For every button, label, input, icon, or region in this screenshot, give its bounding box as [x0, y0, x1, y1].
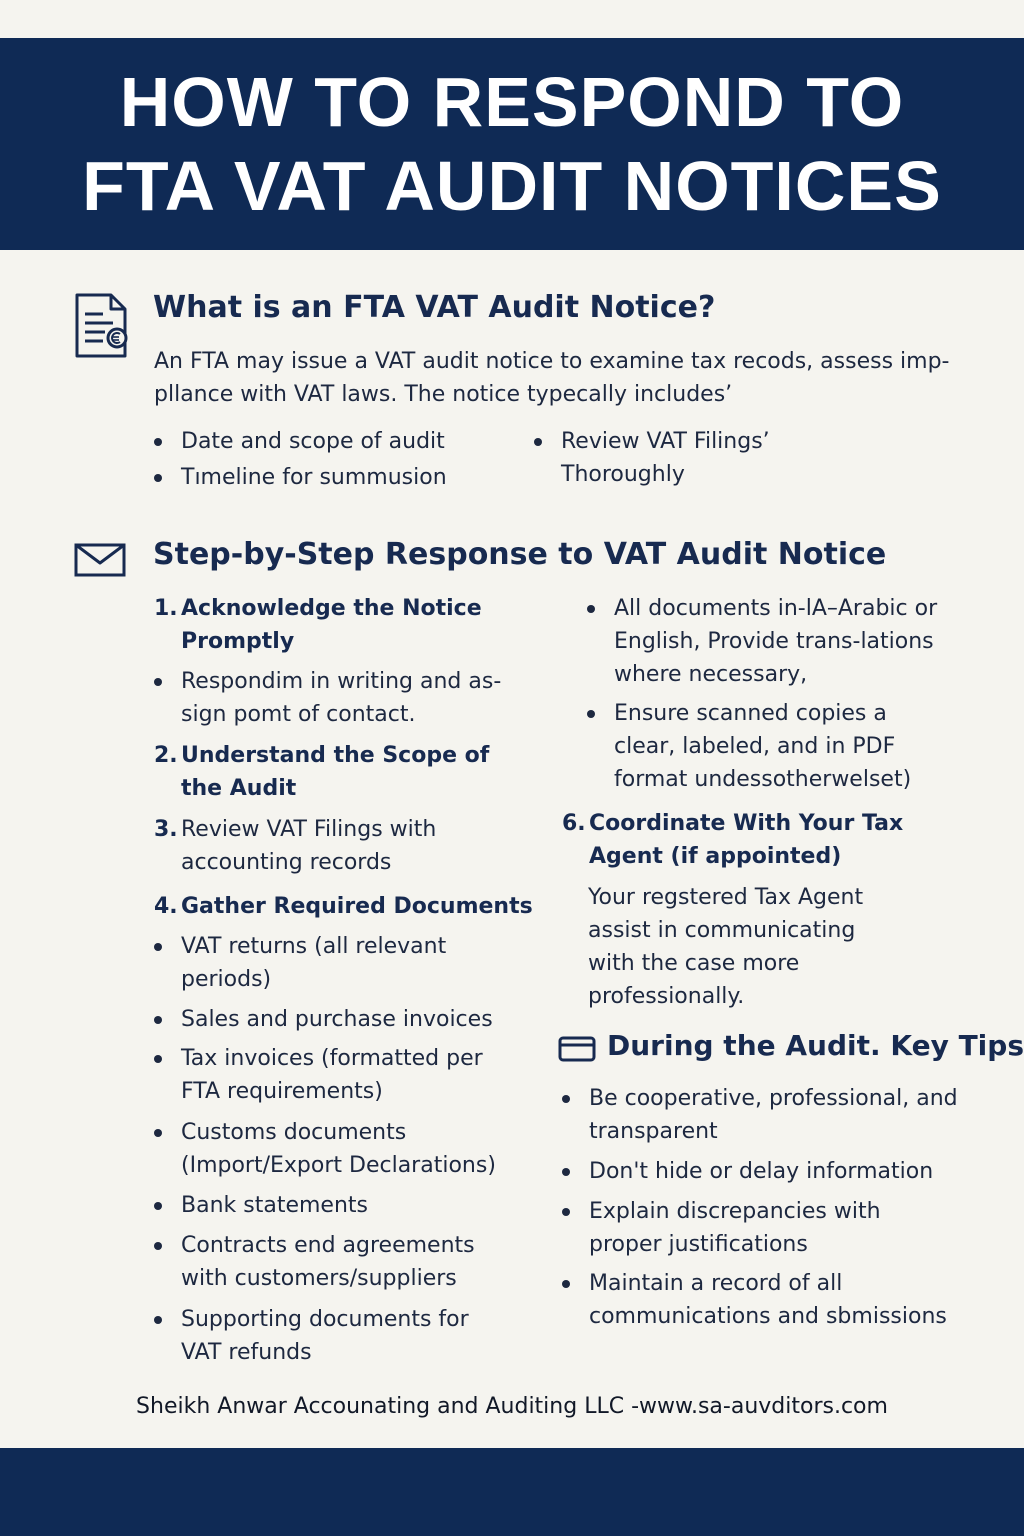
envelope-icon: [74, 543, 126, 577]
list-item: Be cooperative, professional, and transparent: [562, 1082, 989, 1148]
step-label: Review VAT Filings with accounting records: [181, 817, 437, 875]
footer-credit: Sheikh Anwar Accounating and Auditing LLC -www.sa-auvditors.com: [136, 1394, 888, 1419]
top-margin: [0, 0, 1024, 38]
document-icon: [73, 292, 131, 360]
title-banner: [0, 38, 1024, 250]
step-label: Acknowledge the Notice Promptly: [181, 596, 482, 654]
step-6-heading: [562, 807, 939, 873]
list-item: Maintain a record of all communications and sbmissions: [562, 1267, 979, 1333]
step-label: Gather Required Documents: [181, 894, 533, 919]
page-title-line-2: FTA VAT AUDIT NOTICES: [82, 147, 942, 225]
list-item: Customs documents (Import/Export Declarations): [154, 1116, 541, 1182]
step-number: 6.: [562, 811, 586, 836]
step-2-heading: [154, 739, 511, 805]
list-item: Tımeline for summusion: [154, 461, 541, 494]
step-number: 4.: [154, 894, 178, 919]
list-item: All documents in-lA–Arabic or English, Provide trans-lations where necessary,: [587, 592, 974, 691]
section-title-what-is: What is an FTA VAT Audit Notice?: [153, 290, 716, 325]
section-title-step-by-step: Step-by-Step Response to VAT Audit Notice: [153, 537, 887, 572]
list-item: Supporting documents for VAT refunds: [154, 1303, 481, 1369]
list-item: Don't hide or delay information: [562, 1155, 989, 1188]
intro-paragraph: An FTA may issue a VAT audit notice to examine tax recods, assess imp-pllance with VAT laws. The notice typecally includes’: [154, 349, 950, 407]
list-item: Date and scope of audit: [154, 425, 541, 458]
step-4-heading: [154, 890, 551, 923]
step-6-description: Your regstered Tax Agent assist in communicating with the case more professionally.: [588, 885, 864, 1009]
list-item: Review VAT Filings’ Thoroughly: [534, 425, 791, 491]
step-3-heading: [154, 813, 511, 879]
step-label: Coordinate With Your Tax Agent (if appointed): [589, 811, 904, 869]
step-number: 3.: [154, 817, 178, 842]
list-item: Respondim in writing and as-sign pomt of contact.: [154, 665, 521, 731]
step-label: Understand the Scope of the Audit: [181, 743, 490, 801]
list-item: Ensure scanned copies a clear, labeled, and in PDF format undessotherwelset): [587, 697, 949, 796]
footer-bar: [0, 1448, 1024, 1536]
step-1-heading: [154, 592, 511, 658]
list-item: Bank statements: [154, 1189, 511, 1222]
step-number: 2.: [154, 743, 178, 768]
list-item: Explain discrepancies with proper justifications: [562, 1195, 919, 1261]
list-item: Tax invoices (formatted per FTA requirements): [154, 1042, 511, 1108]
step-number: 1.: [154, 596, 178, 621]
list-item: Sales and purchase invoices: [154, 1003, 541, 1036]
list-item: VAT returns (all relevant periods): [154, 930, 511, 996]
page-title-line-1: HOW TO RESPOND TO: [119, 63, 905, 141]
list-item: Contracts end agreements with customers/suppliers: [154, 1229, 526, 1295]
section-title-key-tips: During the Audit. Key Tips: [607, 1029, 1024, 1062]
folder-icon: [558, 1036, 596, 1062]
